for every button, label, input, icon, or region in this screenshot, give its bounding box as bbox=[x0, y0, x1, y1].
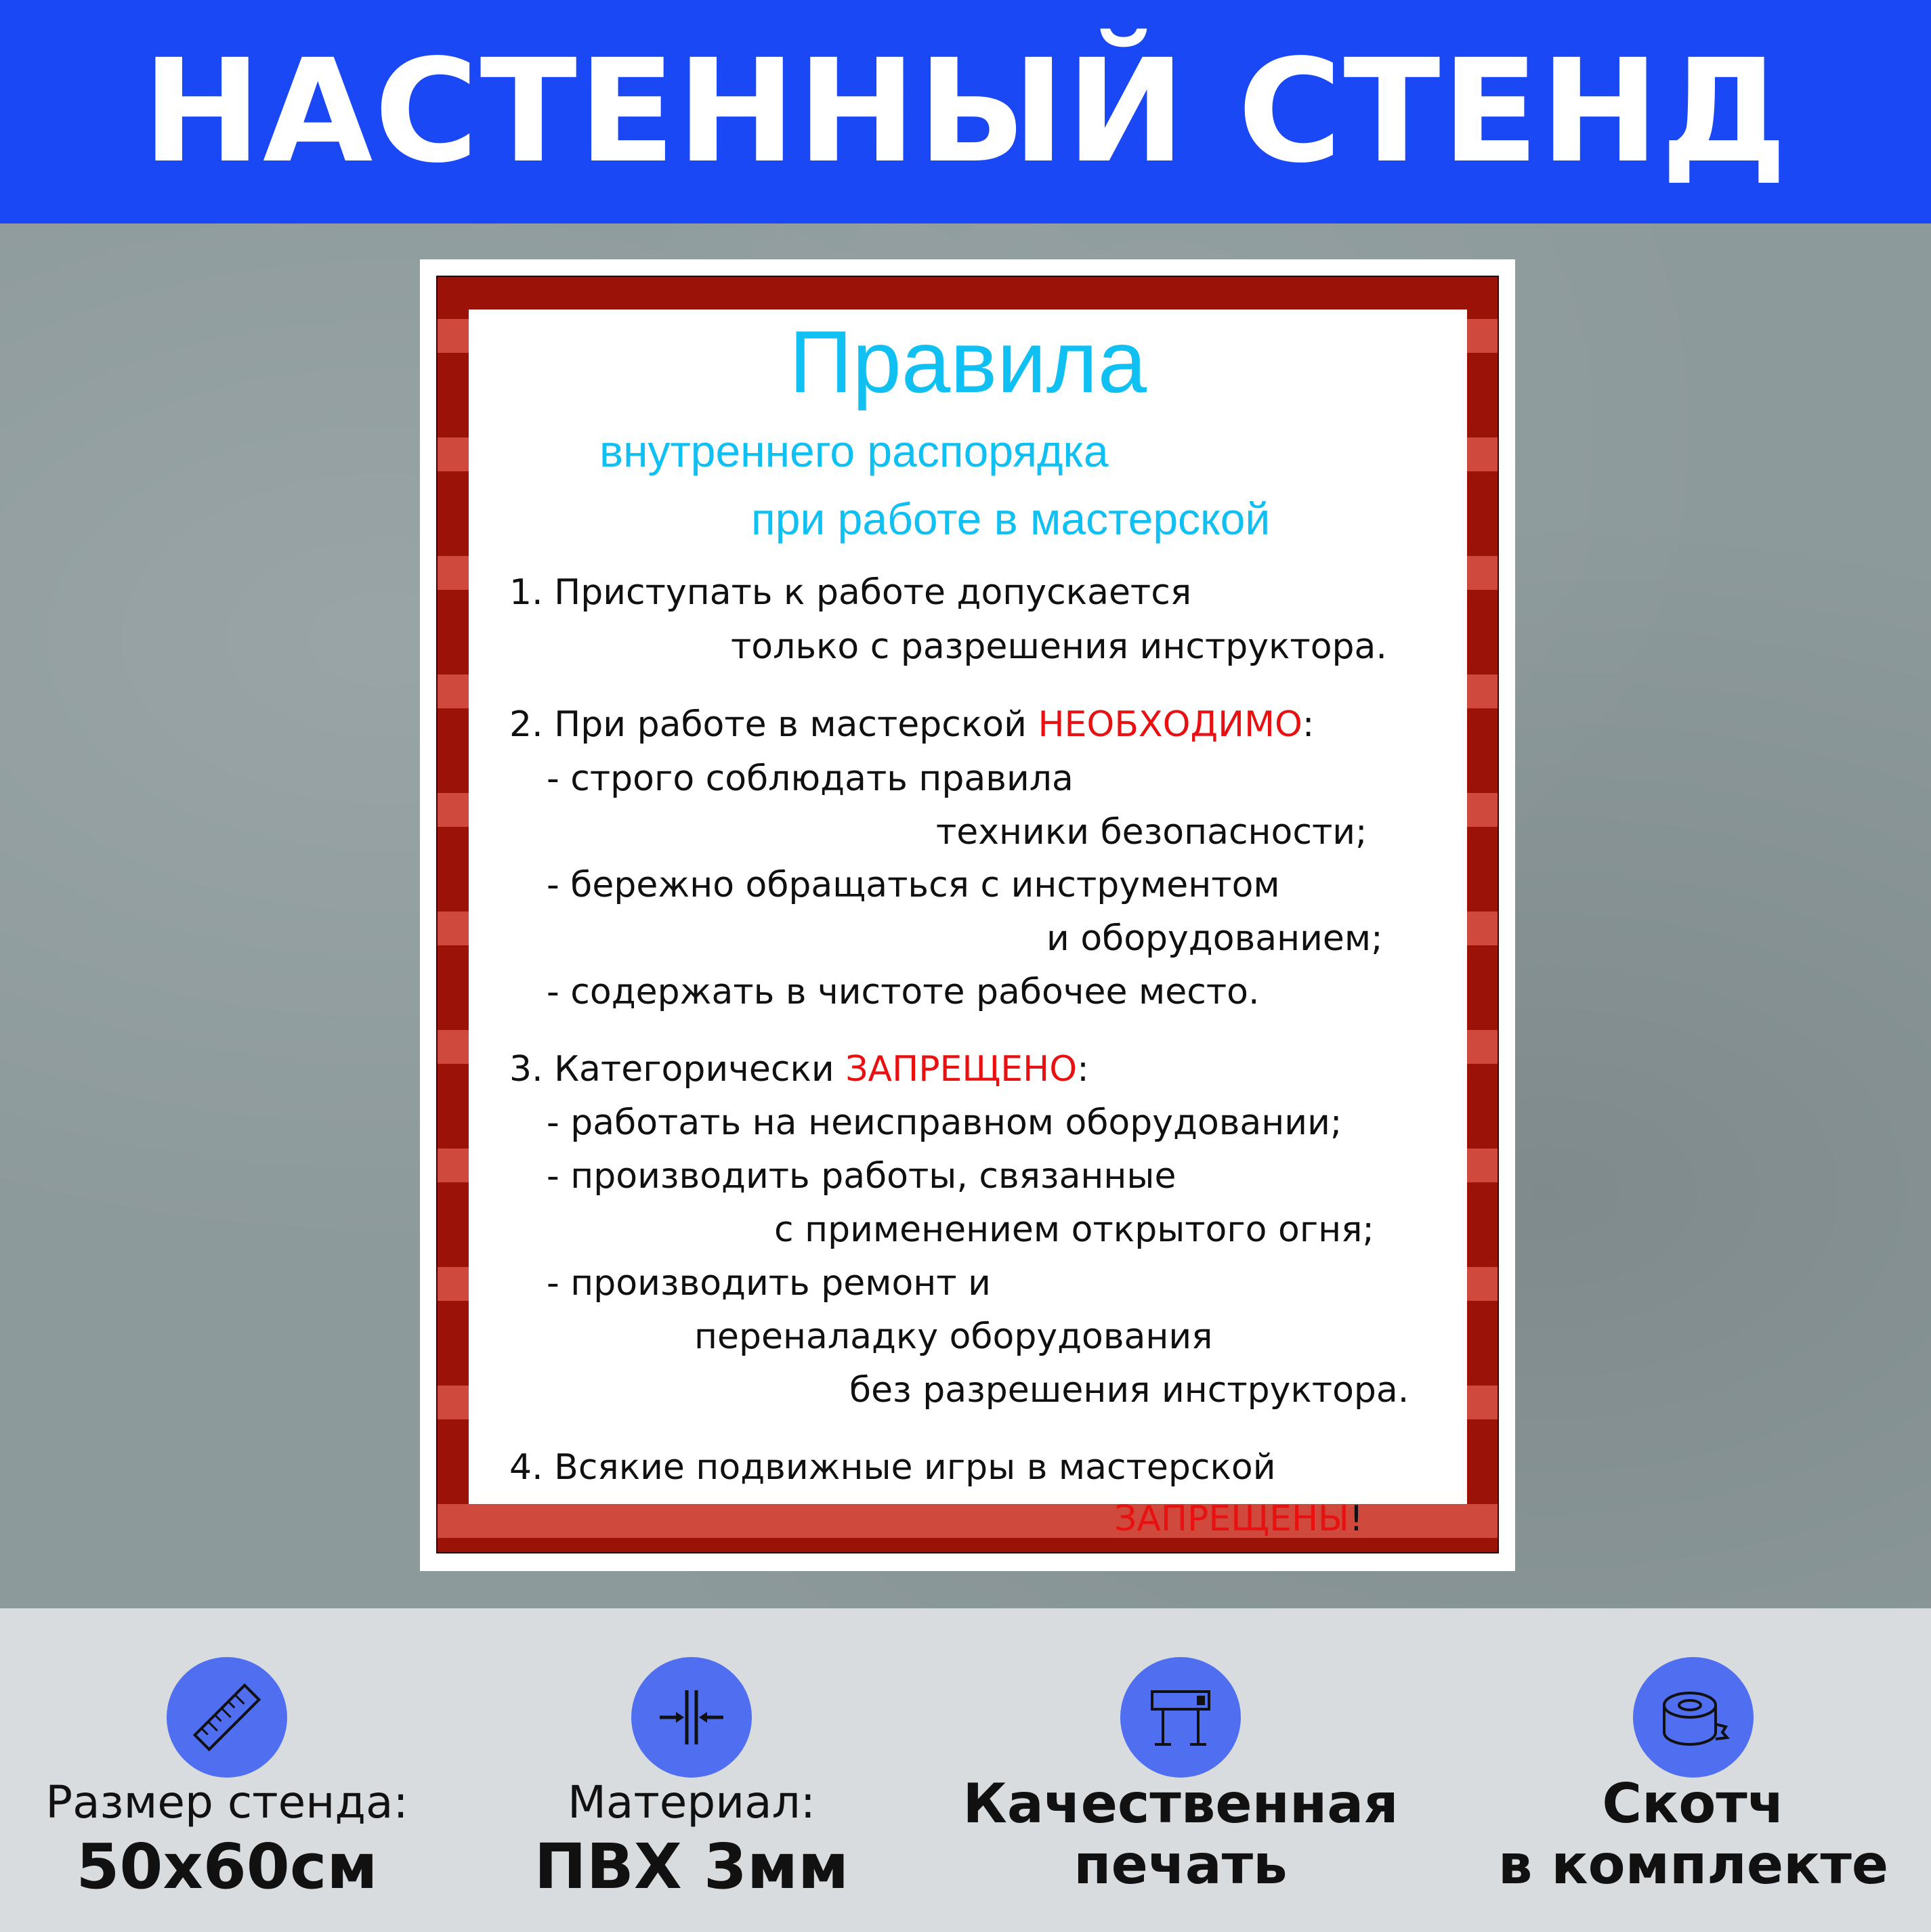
header-banner bbox=[0, 0, 1931, 223]
rule2-item1-line1: - строго соблюдать правила bbox=[547, 758, 1074, 799]
rule2-item2-line1: - бережно обращаться с инструментом bbox=[547, 865, 1280, 905]
wall-stand-poster bbox=[420, 259, 1515, 1571]
rule4-line1: 4. Всякие подвижные игры в мастерской bbox=[509, 1447, 1276, 1488]
header-title: НАСТЕННЫЙ СТЕНД bbox=[142, 28, 1789, 194]
rule3-item3-line2: переналадку оборудования bbox=[694, 1316, 1213, 1357]
poster-sheet bbox=[469, 309, 1467, 1539]
rule3-prefix: 3. Категорически bbox=[509, 1049, 846, 1090]
poster-subtitle-line1: внутреннего распорядка bbox=[599, 426, 1109, 476]
rule3-item3-line3: без разрешения инструктора. bbox=[849, 1370, 1409, 1411]
rule1-line2: только с разрешения инструктора. bbox=[731, 626, 1387, 667]
feature-print-label: Качественная bbox=[962, 1772, 1399, 1835]
rule3-emphasis: ЗАПРЕЩЕНО bbox=[845, 1049, 1078, 1090]
rule3-item1: - работать на неисправном оборудовании; bbox=[547, 1102, 1342, 1143]
rule3-item2-line2: с применением открытого огня; bbox=[774, 1209, 1374, 1250]
rule2-item2-line2: и оборудованием; bbox=[1046, 918, 1383, 959]
features-panel bbox=[0, 1608, 1931, 1932]
printer-icon bbox=[1120, 1657, 1241, 1778]
thickness-icon bbox=[631, 1657, 752, 1778]
poster-title: Правила bbox=[789, 312, 1147, 411]
feature-material-label: Материал: bbox=[567, 1776, 816, 1828]
rule2-suffix: : bbox=[1302, 704, 1315, 745]
ruler-icon bbox=[167, 1657, 287, 1778]
rule2-prefix: 2. При работе в мастерской bbox=[509, 704, 1038, 745]
rule2-item1-line2: техники безопасности; bbox=[936, 812, 1367, 853]
rule4-emphasis: ЗАПРЕЩЕНЫ bbox=[1114, 1499, 1349, 1539]
feature-tape-label: Скотч bbox=[1602, 1772, 1785, 1835]
rule3-suffix: : bbox=[1077, 1049, 1089, 1090]
rule2-emphasis: НЕОБХОДИМО bbox=[1038, 704, 1302, 745]
rule2-line1 bbox=[509, 705, 1314, 746]
tape-icon bbox=[1633, 1657, 1754, 1778]
rule3-item3-line1: - производить ремонт и bbox=[547, 1263, 991, 1304]
rule4-suffix: ! bbox=[1349, 1499, 1363, 1539]
feature-size-label: Размер стенда: bbox=[45, 1776, 408, 1828]
feature-material bbox=[454, 1608, 929, 1932]
poster-subtitle-line2: при работе в мастерской bbox=[751, 494, 1271, 544]
feature-print-value: печать bbox=[1074, 1833, 1288, 1896]
feature-size bbox=[0, 1608, 464, 1932]
feature-print bbox=[943, 1608, 1418, 1932]
rule2-item3: - содержать в чистоте рабочее место. bbox=[547, 972, 1260, 1012]
feature-tape-value: в комплекте bbox=[1498, 1833, 1889, 1896]
rule3-item2-line1: - производить работы, связанные bbox=[547, 1156, 1176, 1197]
feature-size-value: 50х60см bbox=[76, 1830, 378, 1903]
rule3-line1 bbox=[509, 1050, 1089, 1090]
rule1-line1: 1. Приступать к работе допускается bbox=[509, 572, 1192, 613]
feature-tape bbox=[1456, 1608, 1930, 1932]
feature-material-value: ПВХ 3мм bbox=[534, 1830, 849, 1903]
rule4-line2 bbox=[1114, 1499, 1363, 1540]
